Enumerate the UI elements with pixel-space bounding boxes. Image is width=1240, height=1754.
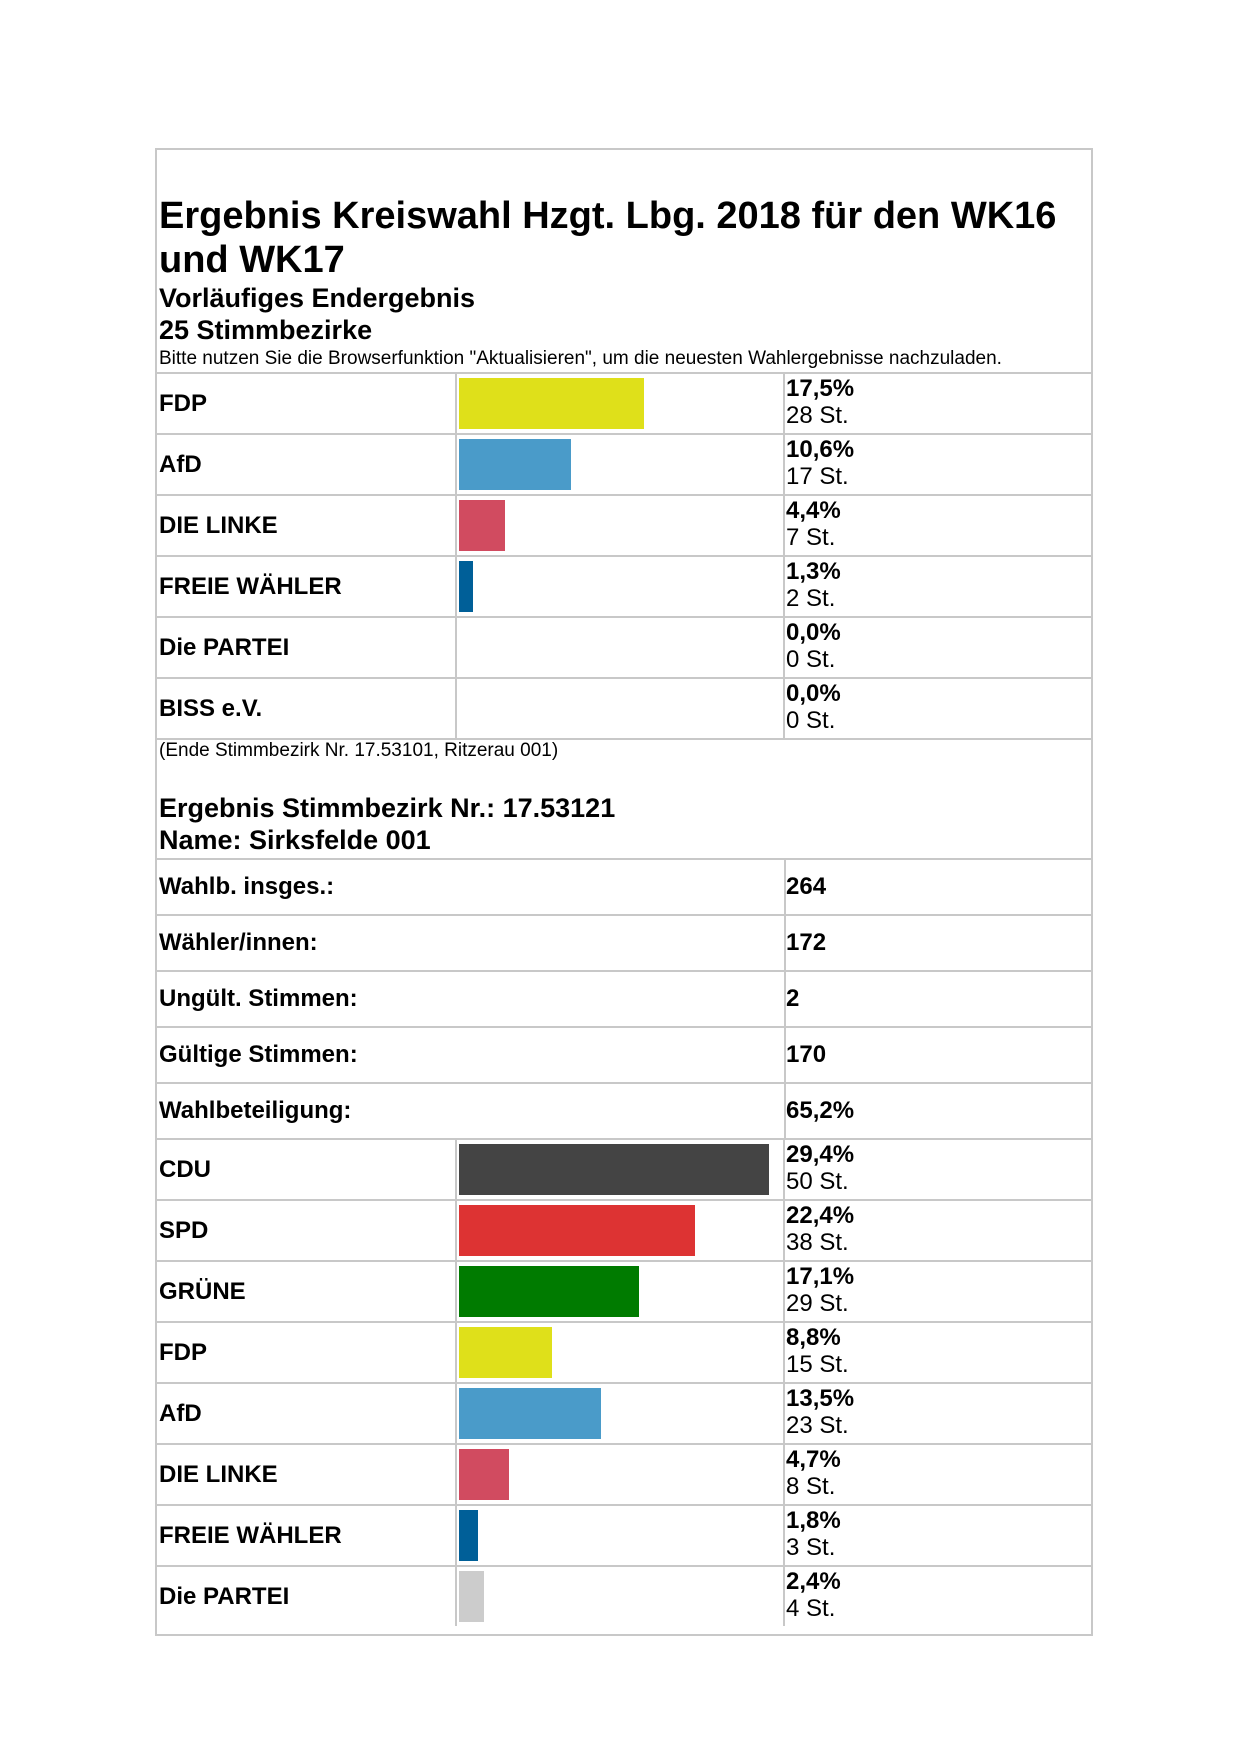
party-percent: 1,8% [786,1507,841,1534]
party-seats: 4 St. [786,1595,836,1622]
party-percent: 2,4% [786,1568,841,1595]
stat-row [157,1082,1091,1138]
party-bar [459,1388,601,1439]
stat-row [157,970,1091,1026]
party-bar [459,1205,695,1256]
party-seats: 3 St. [786,1534,836,1561]
page-title: Ergebnis Kreiswahl Hzgt. Lbg. 2018 für den WK16 und WK17 [159,195,1057,281]
bar-cell [455,1506,785,1565]
party-seats: 0 St. [786,646,836,673]
party-name: BISS e.V. [159,694,263,722]
party-row [157,555,1091,616]
party-name: GRÜNE [159,1277,246,1305]
party-row [157,1260,1091,1321]
bar-cell [455,496,785,555]
party-row [157,1138,1091,1199]
stat-value: 2 [786,985,800,1012]
party-bar [459,1266,639,1317]
bar-cell [455,1567,785,1626]
party-values [786,375,854,429]
party-values [786,1141,854,1195]
stat-label: Wahlbeteiligung: [159,1097,352,1124]
section-title: Ergebnis Stimmbezirk Nr.: 17.53121 [159,793,616,823]
party-values [786,680,841,734]
district-count: 25 Stimmbezirke [159,315,373,345]
party-bar [459,561,473,612]
party-values [786,1568,841,1622]
party-bar [459,1144,769,1195]
party-bar [459,378,644,429]
bar-cell [455,1201,785,1260]
party-row [157,372,1091,433]
party-name: DIE LINKE [159,511,278,539]
previous-results-table [157,372,1091,740]
party-percent: 4,4% [786,497,841,524]
party-row [157,1504,1091,1565]
party-name: Die PARTEI [159,1582,290,1610]
stat-value: 172 [786,929,827,956]
party-seats: 28 St. [786,402,849,429]
party-bar [459,500,505,551]
bar-cell [455,1262,785,1321]
party-row [157,1199,1091,1260]
stat-row [157,858,1091,914]
party-name: SPD [159,1216,209,1244]
party-name: CDU [159,1155,211,1183]
party-name: AfD [159,1399,202,1427]
stat-label: Wähler/innen: [159,929,318,956]
party-percent: 22,4% [786,1202,855,1229]
bar-cell [455,1445,785,1504]
bar-cell [455,374,785,433]
party-seats: 7 St. [786,524,836,551]
party-values [786,1507,841,1561]
party-bar [459,439,571,490]
section-name: Name: Sirksfelde 001 [159,825,431,855]
party-percent: 4,7% [786,1446,841,1473]
bar-cell [455,1384,785,1443]
refresh-hint: Bitte nutzen Sie die Browserfunktion "Aktualisieren", um die neuesten Wahlergebnisse nachzuladen. [159,348,1002,369]
bar-cell [455,1323,785,1382]
party-name: FDP [159,1338,207,1366]
party-seats: 38 St. [786,1229,849,1256]
stat-label: Wahlb. insges.: [159,873,335,900]
party-seats: 29 St. [786,1290,849,1317]
party-values [786,1324,849,1378]
party-percent: 10,6% [786,436,855,463]
end-note: (Ende Stimmbezirk Nr. 17.53101, Ritzerau 001) [159,740,559,761]
stat-row [157,914,1091,970]
stat-label: Ungült. Stimmen: [159,985,358,1012]
party-values [786,619,841,673]
party-row [157,616,1091,677]
party-values [786,497,841,551]
stat-value: 170 [786,1041,827,1068]
bar-cell [455,679,785,738]
party-percent: 13,5% [786,1385,855,1412]
stat-value: 65,2% [786,1097,855,1124]
results-table [157,1138,1091,1626]
party-values [786,436,854,490]
party-percent: 17,1% [786,1263,855,1290]
bar-cell [455,435,785,494]
bar-cell [455,557,785,616]
party-values [786,1263,854,1317]
party-row [157,1565,1091,1626]
party-row [157,494,1091,555]
party-seats: 2 St. [786,585,836,612]
party-row [157,677,1091,738]
party-percent: 0,0% [786,680,841,707]
stats-table [157,858,1091,1138]
stat-row [157,1026,1091,1082]
result-sheet [155,148,1093,1636]
party-name: Die PARTEI [159,633,290,661]
party-percent: 0,0% [786,619,841,646]
party-values [786,1385,854,1439]
party-name: DIE LINKE [159,1460,278,1488]
party-seats: 15 St. [786,1351,849,1378]
party-seats: 50 St. [786,1168,849,1195]
party-row [157,1321,1091,1382]
bar-cell [455,1140,785,1199]
party-percent: 17,5% [786,375,855,402]
bar-cell [455,618,785,677]
party-values [786,1202,854,1256]
party-name: FDP [159,389,207,417]
party-bar [459,1449,509,1500]
party-bar [459,1510,478,1561]
stat-value: 264 [786,873,827,900]
party-row [157,1443,1091,1504]
party-percent: 29,4% [786,1141,855,1168]
party-name: FREIE WÄHLER [159,572,342,600]
party-seats: 8 St. [786,1473,836,1500]
party-name: AfD [159,450,202,478]
party-row [157,433,1091,494]
stat-label: Gültige Stimmen: [159,1041,358,1068]
party-bar [459,1327,552,1378]
party-row [157,1382,1091,1443]
party-seats: 23 St. [786,1412,849,1439]
party-seats: 17 St. [786,463,849,490]
subtitle: Vorläufiges Endergebnis [159,283,476,313]
party-name: FREIE WÄHLER [159,1521,342,1549]
party-percent: 8,8% [786,1324,841,1351]
party-bar [459,1571,484,1622]
party-values [786,1446,841,1500]
party-percent: 1,3% [786,558,841,585]
party-seats: 0 St. [786,707,836,734]
party-values [786,558,841,612]
